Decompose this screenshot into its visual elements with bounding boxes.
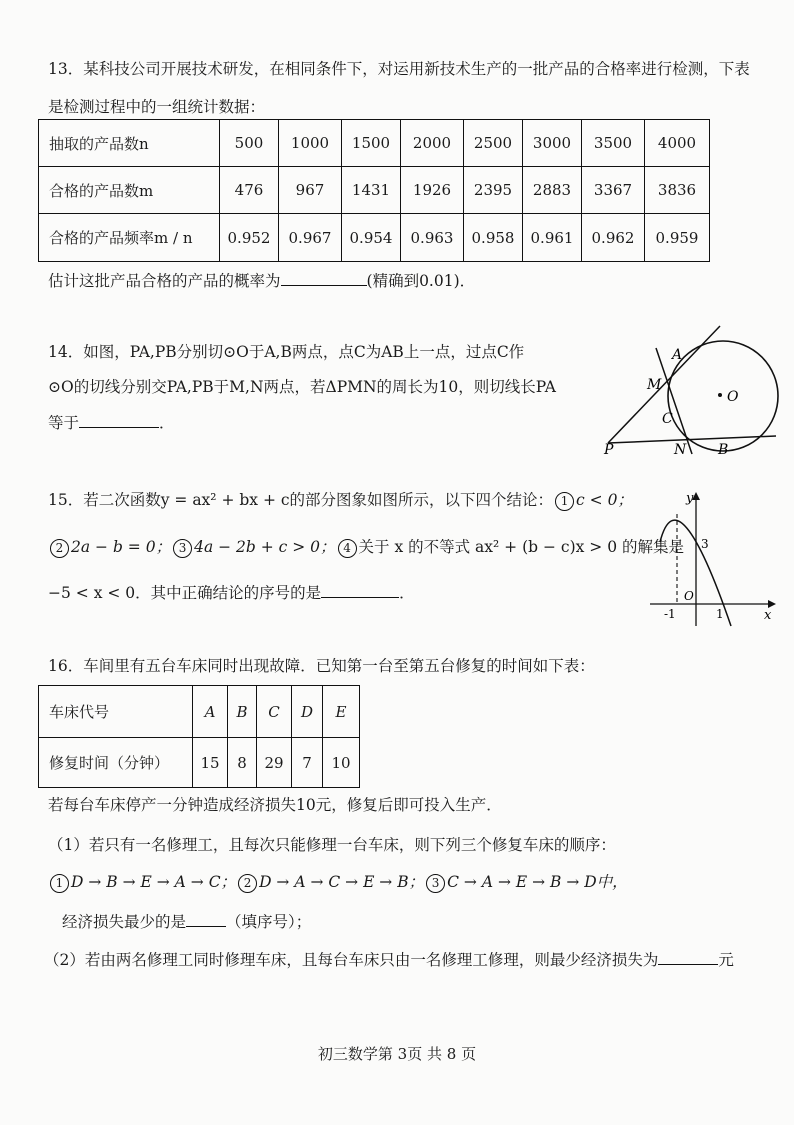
q13-cell: 4000	[645, 120, 710, 167]
label-m: M	[647, 377, 662, 393]
q15-line2	[48, 538, 684, 558]
q13-cell: 967	[279, 167, 342, 214]
q13-cell: 3000	[523, 120, 582, 167]
q13-row-label: 合格的产品频率m / n	[39, 214, 220, 262]
q13-line2: 是检测过程中的一组统计数据：	[48, 98, 266, 116]
q13-cell: 0.967	[279, 214, 342, 262]
q16-code-d: D	[292, 686, 323, 738]
label-3: 3	[701, 537, 709, 551]
q13-cell: 3836	[645, 167, 710, 214]
q15-line3	[48, 584, 415, 603]
q13-cell: 2395	[464, 167, 523, 214]
q15-line1	[48, 491, 633, 511]
q13-answer-blank	[281, 284, 367, 286]
q13-answer-line	[48, 272, 475, 291]
q16-line1: 16．车间里有五台车床同时出现故障．已知第一台至第五台修复的时间如下表：	[48, 657, 595, 675]
q15-graph	[640, 492, 780, 632]
q13-cell: 476	[220, 167, 279, 214]
q13-cell: 2500	[464, 120, 523, 167]
q16-loss-line: 若每台车床停产一分钟造成经济损失10元，修复后即可投入生产．	[48, 796, 502, 814]
q13-cell: 0.959	[645, 214, 710, 262]
q13-cell: 0.963	[401, 214, 464, 262]
q13-row-label: 合格的产品数m	[39, 167, 220, 214]
q16-part2-blank	[658, 963, 718, 965]
q15-conclusion-4: 关于 x 的不等式 ax² + (b − c)x > 0 的解集是	[358, 538, 685, 556]
q16-table	[38, 685, 360, 788]
label-c: C	[662, 411, 673, 427]
center-dot	[718, 393, 722, 397]
circle-o	[668, 341, 778, 451]
q13-cell: 1500	[342, 120, 401, 167]
q13-row	[39, 120, 710, 167]
circle-num-3: 3	[173, 539, 192, 558]
tangent-mn	[656, 348, 692, 454]
q13-answer-prefix: 估计这批产品合格的产品的概率为	[48, 272, 281, 290]
q13-cell: 2883	[523, 167, 582, 214]
order-num-2: 2	[238, 874, 257, 893]
q14-line2: ⊙O的切线分别交PA,PB于M,N两点，若ΔPMN的周长为10，则切线长PA	[48, 378, 556, 396]
q13-cell: 0.962	[582, 214, 645, 262]
q14-figure	[596, 326, 794, 456]
q16-part1-line: （1）若只有一名修理工，且每次只能修理一台车床，则下列三个修复车床的顺序：	[48, 836, 616, 854]
q16-part2	[44, 951, 734, 970]
q15-answer-blank	[321, 596, 399, 598]
q15-conclusion-2: 2a − b = 0；	[71, 538, 172, 556]
q13-table	[38, 119, 710, 262]
q16-code-a: A	[193, 686, 228, 738]
q16-order-2: D → A → C → E → B；	[259, 873, 425, 891]
q13-cell: 500	[220, 120, 279, 167]
label-origin: O	[684, 589, 694, 603]
q13-cell: 0.958	[464, 214, 523, 262]
q13-line1: 13．某科技公司开展技术研发，在相同条件下，对运用新技术生产的一批产品的合格率进行检测，下表	[48, 60, 750, 78]
q16-header-label: 车床代号	[39, 686, 193, 738]
q16-order-1: D → B → E → A → C；	[71, 873, 237, 891]
q13-cell: 3367	[582, 167, 645, 214]
label-a: A	[672, 347, 683, 363]
q13-cell: 0.961	[523, 214, 582, 262]
q15-line1-text: 15．若二次函数y = ax² + bx + c的部分图象如图所示，以下四个结论：	[48, 491, 554, 509]
label-b: B	[718, 442, 729, 458]
q16-time-d: 7	[292, 738, 323, 788]
q13-cell: 0.954	[342, 214, 401, 262]
circle-num-2: 2	[50, 539, 69, 558]
q16-part1-prefix: 经济损失最少的是	[62, 913, 187, 931]
q13-cell: 3500	[582, 120, 645, 167]
circle-num-4: 4	[338, 539, 357, 558]
q16-code-e: E	[323, 686, 360, 738]
q16-part2-suffix: 元	[718, 951, 734, 969]
q16-part2-prefix: （2）若由两名修理工同时修理车床，且每台车床只由一名修理工修理，则最少经济损失为	[44, 951, 659, 969]
q15-line3-suffix: ．	[399, 584, 415, 602]
q16-part1-suffix: （填序号）；	[226, 913, 312, 931]
q14-answer-blank	[79, 426, 159, 428]
label-o: O	[727, 389, 739, 405]
q13-row	[39, 214, 710, 262]
order-num-3: 3	[426, 874, 445, 893]
circle-num-1: 1	[555, 492, 574, 511]
q13-answer-suffix: (精确到0.01)．	[366, 272, 476, 290]
q16-orders-line	[48, 873, 628, 893]
q14-line3-prefix: 等于	[48, 414, 80, 432]
q16-code-b: B	[228, 686, 257, 738]
q16-order-3: C → A → E → B → D中，	[447, 873, 628, 891]
label-1: 1	[716, 607, 724, 621]
q16-time-b: 8	[228, 738, 257, 788]
q16-time-c: 29	[257, 738, 292, 788]
q16-code-c: C	[257, 686, 292, 738]
q16-time-e: 10	[323, 738, 360, 788]
label-neg1: -1	[664, 607, 676, 621]
q15-conclusion-1: c < 0；	[576, 491, 633, 509]
q14-line3	[48, 414, 175, 433]
q16-part1-blank	[186, 925, 226, 927]
order-num-1: 1	[50, 874, 69, 893]
q13-cell: 1000	[279, 120, 342, 167]
q13-cell: 1431	[342, 167, 401, 214]
x-arrow	[768, 600, 776, 608]
q13-row	[39, 167, 710, 214]
q14-line1: 14．如图，PA,PB分别切⊙O于A,B两点，点C为AB上一点，过点C作	[48, 343, 525, 361]
label-y: y	[686, 491, 694, 506]
q13-cell: 1926	[401, 167, 464, 214]
label-p: P	[604, 442, 614, 458]
label-x: x	[764, 608, 772, 623]
q16-time-label: 修复时间（分钟）	[39, 738, 193, 788]
q15-line3-prefix: −5 < x < 0．其中正确结论的序号的是	[48, 584, 322, 602]
q15-conclusion-3: 4a − 2b + c > 0；	[194, 538, 336, 556]
label-n: N	[674, 442, 687, 458]
q16-part1-answer	[62, 913, 311, 932]
q13-cell: 0.952	[220, 214, 279, 262]
q16-time-a: 15	[193, 738, 228, 788]
q13-cell: 2000	[401, 120, 464, 167]
page-footer: 初三数学第 3页 共 8 页	[317, 1045, 477, 1063]
q14-line3-suffix: ．	[159, 414, 175, 432]
q13-row-label: 抽取的产品数n	[39, 120, 220, 167]
